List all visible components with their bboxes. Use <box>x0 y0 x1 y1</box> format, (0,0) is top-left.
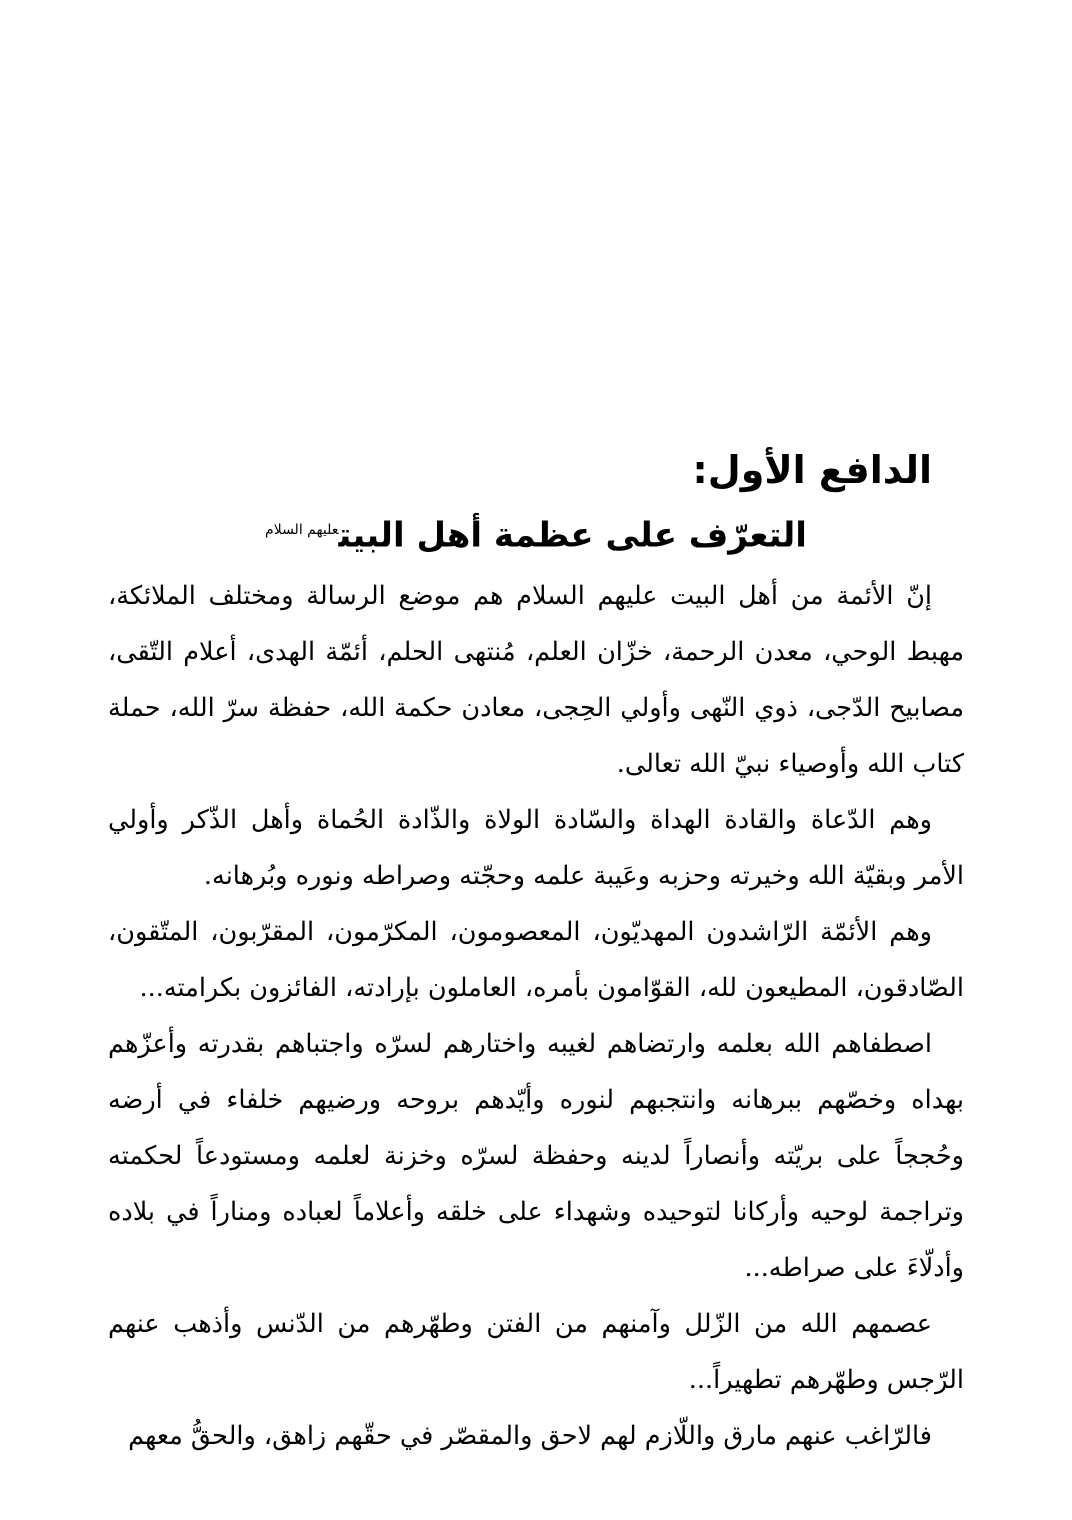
body-text <box>108 568 964 1464</box>
paragraph: اصطفاهم الله بعلمه وارتضاهم لغيبه واختارهم لسرّه واجتباهم بقدرته وأعزّهم بهداه وخصّهم ببرهانه وانتجبهم لنوره وأيّدهم بروحه ورضيهم خلفاء في أرضه وحُججاً على بريّته وأنصاراً لدينه وحفظة لسرّه وخزنة لعلمه ومستودعاً لحكمته وتراجمة لوحيه وأركانا لتوحيده وشهداء على خلقه وأعلاماً لعباده ومناراً في بلاده وأدلّاءَ على صراطه... <box>108 1029 964 1283</box>
section-heading: الدافع الأول: <box>692 448 932 492</box>
paragraph: إنّ الأئمة من أهل البيت عليهم السلام هم موضع الرسالة ومختلف الملائكة، مهبط الوحي، معدن الرحمة، خزّان العلم، مُنتهى الحلم، أئمّة الهدى، أعلام التّقى، مصابيح الدّجى، ذوي النّهى وأولي الحِجى، معادن حكمة الله، حفظة سرّ الله، حملة كتاب الله وأوصياء نبيّ الله تعالى. <box>108 581 964 779</box>
paragraph: وهم الدّعاة والقادة الهداة والسّادة الولاة والذّادة الحُماة وأهل الذّكر وأولي الأمر وبقيّة الله وخيرته وحزبه وعَيبة علمه وحجّته وصراطه ونوره وبُرهانه. <box>108 805 964 891</box>
paragraph: فالرّاغب عنهم مارق واللّازم لهم لاحق والمقصّر في حقّهم زاهق، والحقُّ معهم <box>128 1421 932 1451</box>
subheading-text: التعرّف على عظمة أهل البيت <box>338 515 807 556</box>
paragraph: عصمهم الله من الزّلل وآمنهم من الفتن وطهّرهم من الدّنس وأذهب عنهم الرّجس وطهّرهم تطهيراً... <box>108 1309 964 1395</box>
honorific-mark: عليهم السلام <box>265 522 339 538</box>
paragraph: وهم الأئمّة الرّاشدون المهديّون، المعصومون، المكرّمون، المقرّبون، المتّقون، الصّادقون، المطيعون لله، القوّامون بأمره، العاملون بإرادته، الفائزون بكرامته... <box>108 917 964 1003</box>
section-subheading <box>0 500 1072 565</box>
